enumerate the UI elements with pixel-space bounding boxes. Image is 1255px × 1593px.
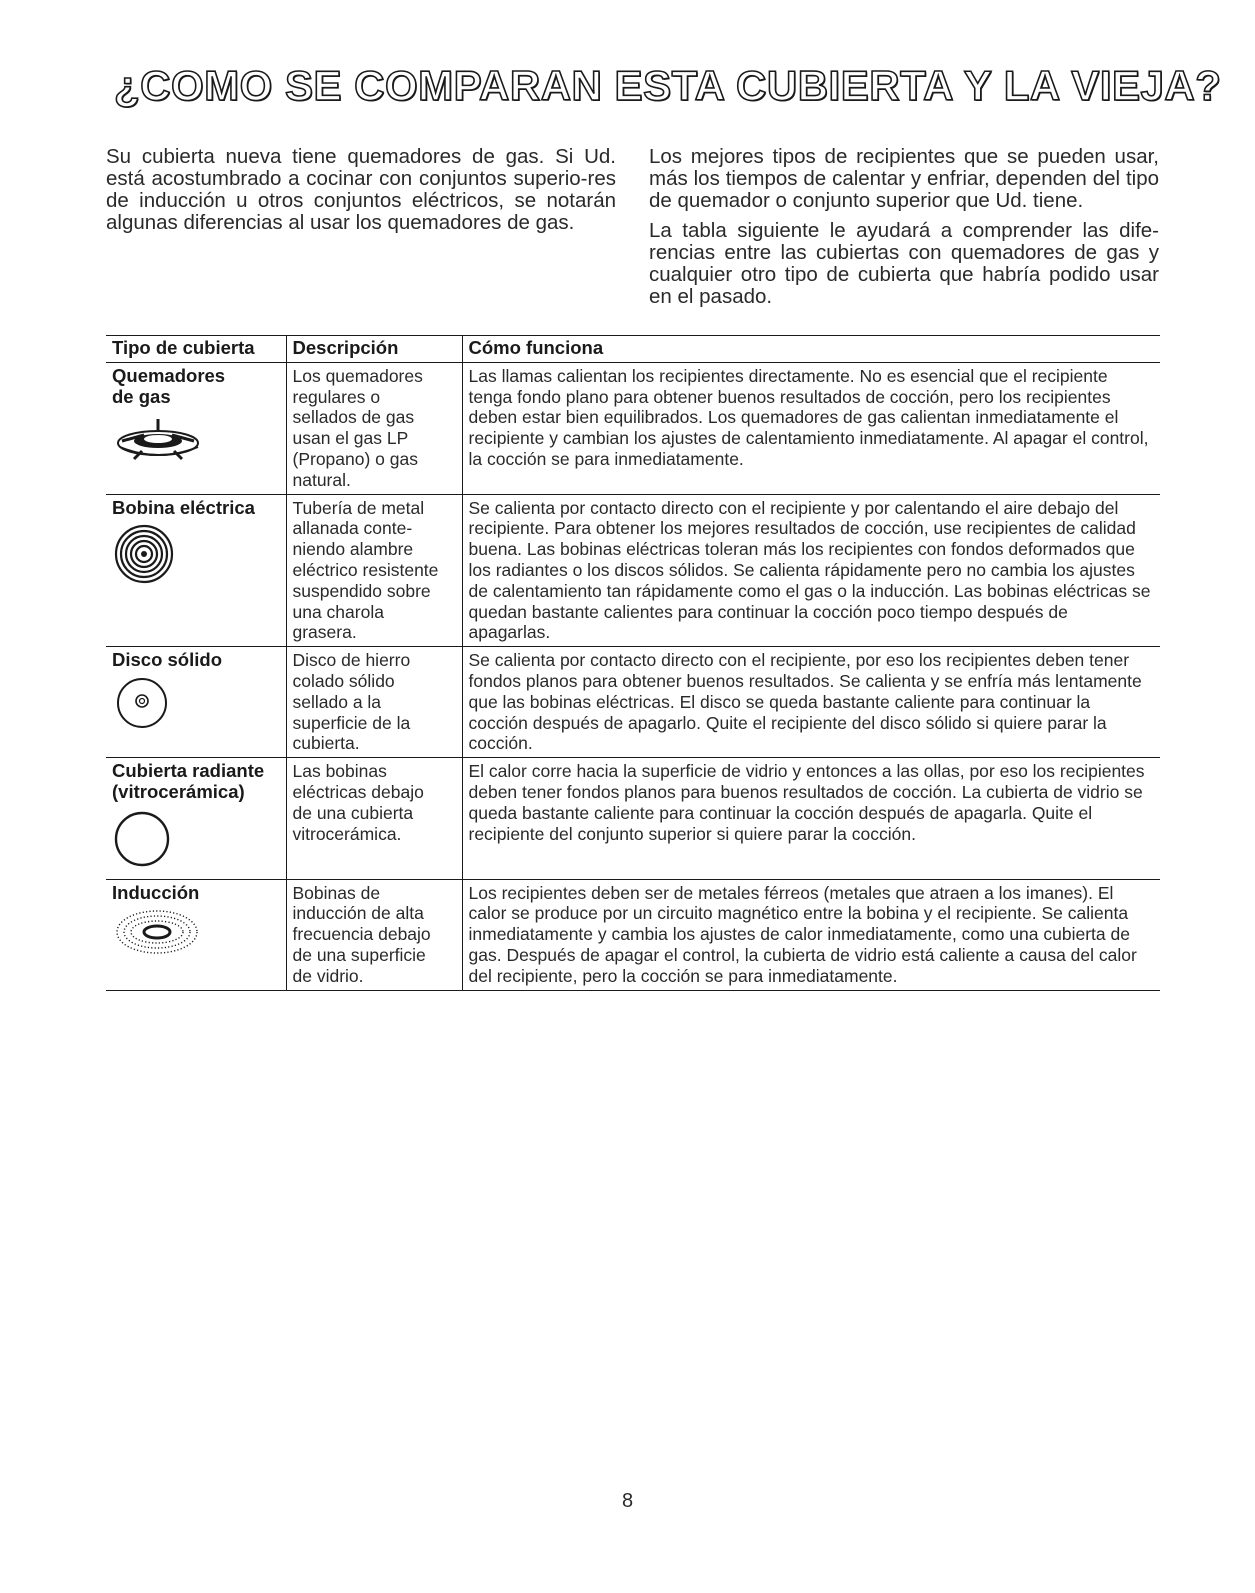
table-row: [106, 758, 1160, 879]
intro-paragraph: Su cubierta nueva tiene quemadores de gas. Si Ud. está acostumbrado a cocinar con conjuntos superio-res de inducción u otros conjuntos eléctricos, se notarán algunas diferencias al usar los quemadores de gas.: [106, 145, 616, 234]
column-header-description: Descripción: [286, 336, 462, 363]
type-name: Quemadores de gas: [112, 364, 226, 407]
radiant-cooktop-icon: [112, 807, 280, 876]
description-text: Disco de hierro colado sólido sellado a la superficie de la cubierta.: [292, 650, 411, 754]
table-row: [106, 494, 1160, 647]
table-row: [106, 362, 1160, 494]
type-name: Disco sólido: [112, 649, 222, 671]
how-it-works-cell: Los recipientes deben ser de metales férreos (metales que atraen a los imanes). El calor se produce por un circuito magnético entre la bobina y el recipiente. Se calienta inmediatamente y cambia los ajustes de calor inmediatamente, como una cubierta de gas. Después de apagar el control, la cubierta de vidrio está caliente a causa del calor del recipiente, pero la cocción se para inmediatamente.: [462, 879, 1160, 990]
how-it-works-cell: El calor corre hacia la superficie de vidrio y entonces a las ollas, por eso los recipientes deben tener fondos planos para buenos resultados de cocción. La cubierta de vidrio se queda bastante caliente para continuar la cocción después de apagarla. Quite el recipiente del conjunto superior si quiere parar la cocción.: [462, 758, 1160, 879]
type-cell: [106, 362, 286, 494]
description-text: Tubería de metal allanada conte- niendo alambre eléctrico resistente suspendido sobre una charola grasera.: [292, 497, 439, 643]
comparison-table: [106, 335, 1160, 991]
solid-disk-icon: [112, 675, 280, 736]
type-name: Bobina eléctrica: [112, 496, 255, 518]
page-title: ¿COMO SE COMPARAN ESTA CUBIERTA Y LA VIEJA?: [114, 62, 1222, 109]
how-it-works-cell: Se calienta por contacto directo con el recipiente, por eso los recipientes deben tener fondos planos para obtener buenos resultados. Se calienta y se enfría más lentamente que las bobinas eléctricas. El disco se queda bastante caliente para continuar la cocción después de apagarlo. Quite el recipiente del disco sólido si quiere parar la cocción.: [462, 647, 1160, 758]
description-cell: [286, 758, 462, 879]
how-it-works-cell: Se calienta por contacto directo con el recipiente y por calentando el aire debajo del recipiente. Para obtener los mejores resultados de cocción, use recipientes de calidad buena. Las bobinas eléctricas toleran más los recipientes con fondos deformados que los radiantes o los discos sólidos. Se calienta rápidamente pero no cambia los ajustes de calentamiento tan rápidamente como el gas o la inducción. Las bobinas eléctricas se quedan bastante calientes para continuar la cocción poco tiempo después de apagarlas.: [462, 494, 1160, 647]
description-cell: [286, 647, 462, 758]
type-cell: [106, 758, 286, 879]
type-name: Inducción: [112, 881, 200, 903]
type-cell: [106, 647, 286, 758]
how-it-works-cell: Las llamas calientan los recipientes directamente. No es esencial que el recipiente tenga fondo plano para obtener buenos resultados de cocción, pero los recipientes deben estar bien equilibrados. Los quemadores de gas calientan inmediatamente el recipiente y cambian los ajustes de calentamiento inmediatamente. Al apagar el control, la cocción se para inmediatamente.: [462, 362, 1160, 494]
table-header-row: [106, 336, 1160, 363]
description-cell: [286, 879, 462, 990]
table-row: [106, 647, 1160, 758]
table-row: [106, 879, 1160, 990]
induction-icon: [112, 907, 280, 962]
intro-right-column: [649, 146, 1159, 316]
gas-burner-icon: [112, 411, 280, 468]
intro-paragraph: La tabla siguiente le ayudará a comprender las dife-rencias entre las cubiertas con quemadores de gas y cualquier otro tipo de cubierta que habría podido usar en el pasado.: [649, 219, 1159, 308]
type-cell: [106, 879, 286, 990]
intro-left-column: [106, 146, 616, 242]
column-header-how: Cómo funciona: [462, 336, 1160, 363]
electric-coil-icon: [112, 522, 280, 591]
description-text: Bobinas de inducción de alta frecuencia debajo de una superficie de vidrio.: [292, 882, 431, 986]
column-header-type: Tipo de cubierta: [106, 336, 286, 363]
intro-paragraph: Los mejores tipos de recipientes que se pueden usar, más los tiempos de calentar y enfriar, dependen del tipo de quemador o conjunto superior que Ud. tiene.: [649, 145, 1159, 212]
type-cell: [106, 494, 286, 647]
description-cell: [286, 362, 462, 494]
description-cell: [286, 494, 462, 647]
type-name: Cubierta radiante (vitrocerámica): [112, 760, 265, 802]
page-number: 8: [621, 1490, 634, 1512]
description-text: Las bobinas eléctricas debajo de una cubierta vitrocerámica.: [292, 761, 424, 844]
description-text: Los quemadores regulares o sellados de gas usan el gas LP (Propano) o gas natural.: [292, 365, 423, 490]
